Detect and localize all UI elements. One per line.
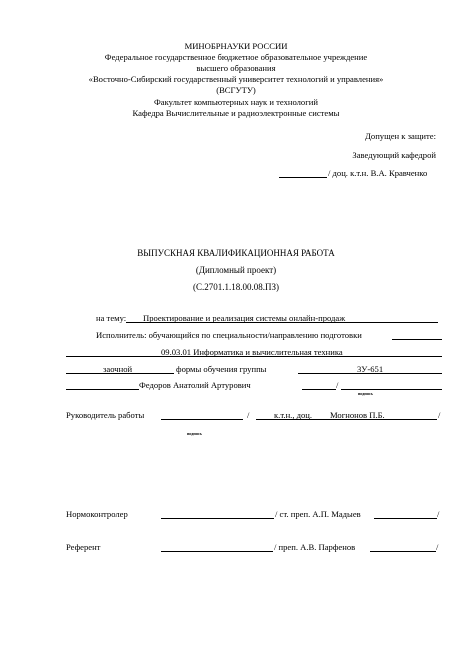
group-value: 3У-651 bbox=[357, 364, 384, 374]
referee-slash: / bbox=[436, 542, 439, 552]
admitted-label: Допущен к защите: bbox=[365, 131, 436, 141]
study-form-value: заочной bbox=[103, 364, 133, 374]
department-name: Кафедра Вычислительные и радиоэлектронные системы bbox=[132, 108, 340, 118]
supervisor-sign-caption: подпись bbox=[187, 431, 202, 436]
supervisor-slash-1: / bbox=[247, 410, 250, 420]
referee-value: / преп. А.В. Парфенов bbox=[274, 542, 356, 552]
supervisor-label: Руководитель работы bbox=[66, 410, 145, 420]
topic-label: на тему: bbox=[96, 313, 127, 323]
referee-signature-line bbox=[161, 551, 273, 552]
executor-label-line bbox=[392, 339, 442, 340]
topic-value: Проектирование и реализация системы онлайн-продаж bbox=[143, 313, 346, 323]
document-type: (Дипломный проект) bbox=[195, 265, 277, 275]
document-code: (С.2701.1.18.00.08.ПЗ) bbox=[192, 282, 279, 292]
executor-sign-caption: подпись bbox=[358, 391, 373, 396]
institution-line-2: высшего образования bbox=[196, 63, 276, 73]
university-abbr: (ВСГУТУ) bbox=[216, 85, 256, 95]
executor-name: Федоров Анатолий Артурович bbox=[139, 380, 251, 390]
normcontrol-slash: / bbox=[437, 509, 440, 519]
normcontrol-signature-line bbox=[161, 518, 274, 519]
head-of-department-label: Заведующий кафедрой bbox=[352, 150, 436, 160]
document-title: ВЫПУСКНАЯ КВАЛИФИКАЦИОННАЯ РАБОТА bbox=[137, 248, 335, 258]
study-form-label: формы обучения группы bbox=[176, 364, 267, 374]
head-signature-name: / доц. к.т.н. В.А. Кравченко bbox=[328, 168, 428, 178]
normcontrol-value: / ст. преп. А.П. Мадыев bbox=[275, 509, 361, 519]
supervisor-name: Могнонов П.Б. bbox=[330, 410, 385, 420]
institution-line-1: Федеральное государственное бюджетное образовательное учреждение bbox=[104, 52, 368, 62]
referee-name-line bbox=[370, 551, 436, 552]
head-signature-line bbox=[279, 177, 327, 178]
faculty-name: Факультет компьютерных наук и технологий bbox=[154, 97, 318, 107]
supervisor-slash-2: / bbox=[438, 410, 441, 420]
supervisor-degree: к.т.н., доц. bbox=[274, 410, 313, 420]
executor-label: Исполнитель: обучающийся по специальности/направлению подготовки bbox=[96, 330, 362, 340]
ministry-name: МИНОБРНАУКИ РОССИИ bbox=[184, 41, 288, 51]
executor-name-line-left bbox=[66, 389, 139, 390]
executor-name-line-right bbox=[341, 389, 442, 390]
university-name: «Восточно-Сибирский государственный университет технологий и управления» bbox=[88, 74, 384, 84]
executor-slash: / bbox=[336, 380, 339, 390]
normcontrol-label: Нормоконтролер bbox=[66, 509, 128, 519]
executor-signature-line bbox=[302, 389, 336, 390]
supervisor-signature-line bbox=[161, 419, 243, 420]
referee-label: Референт bbox=[66, 542, 101, 552]
normcontrol-name-line bbox=[374, 518, 437, 519]
specialty-value: 09.03.01 Информатика и вычислительная техника bbox=[161, 347, 343, 357]
